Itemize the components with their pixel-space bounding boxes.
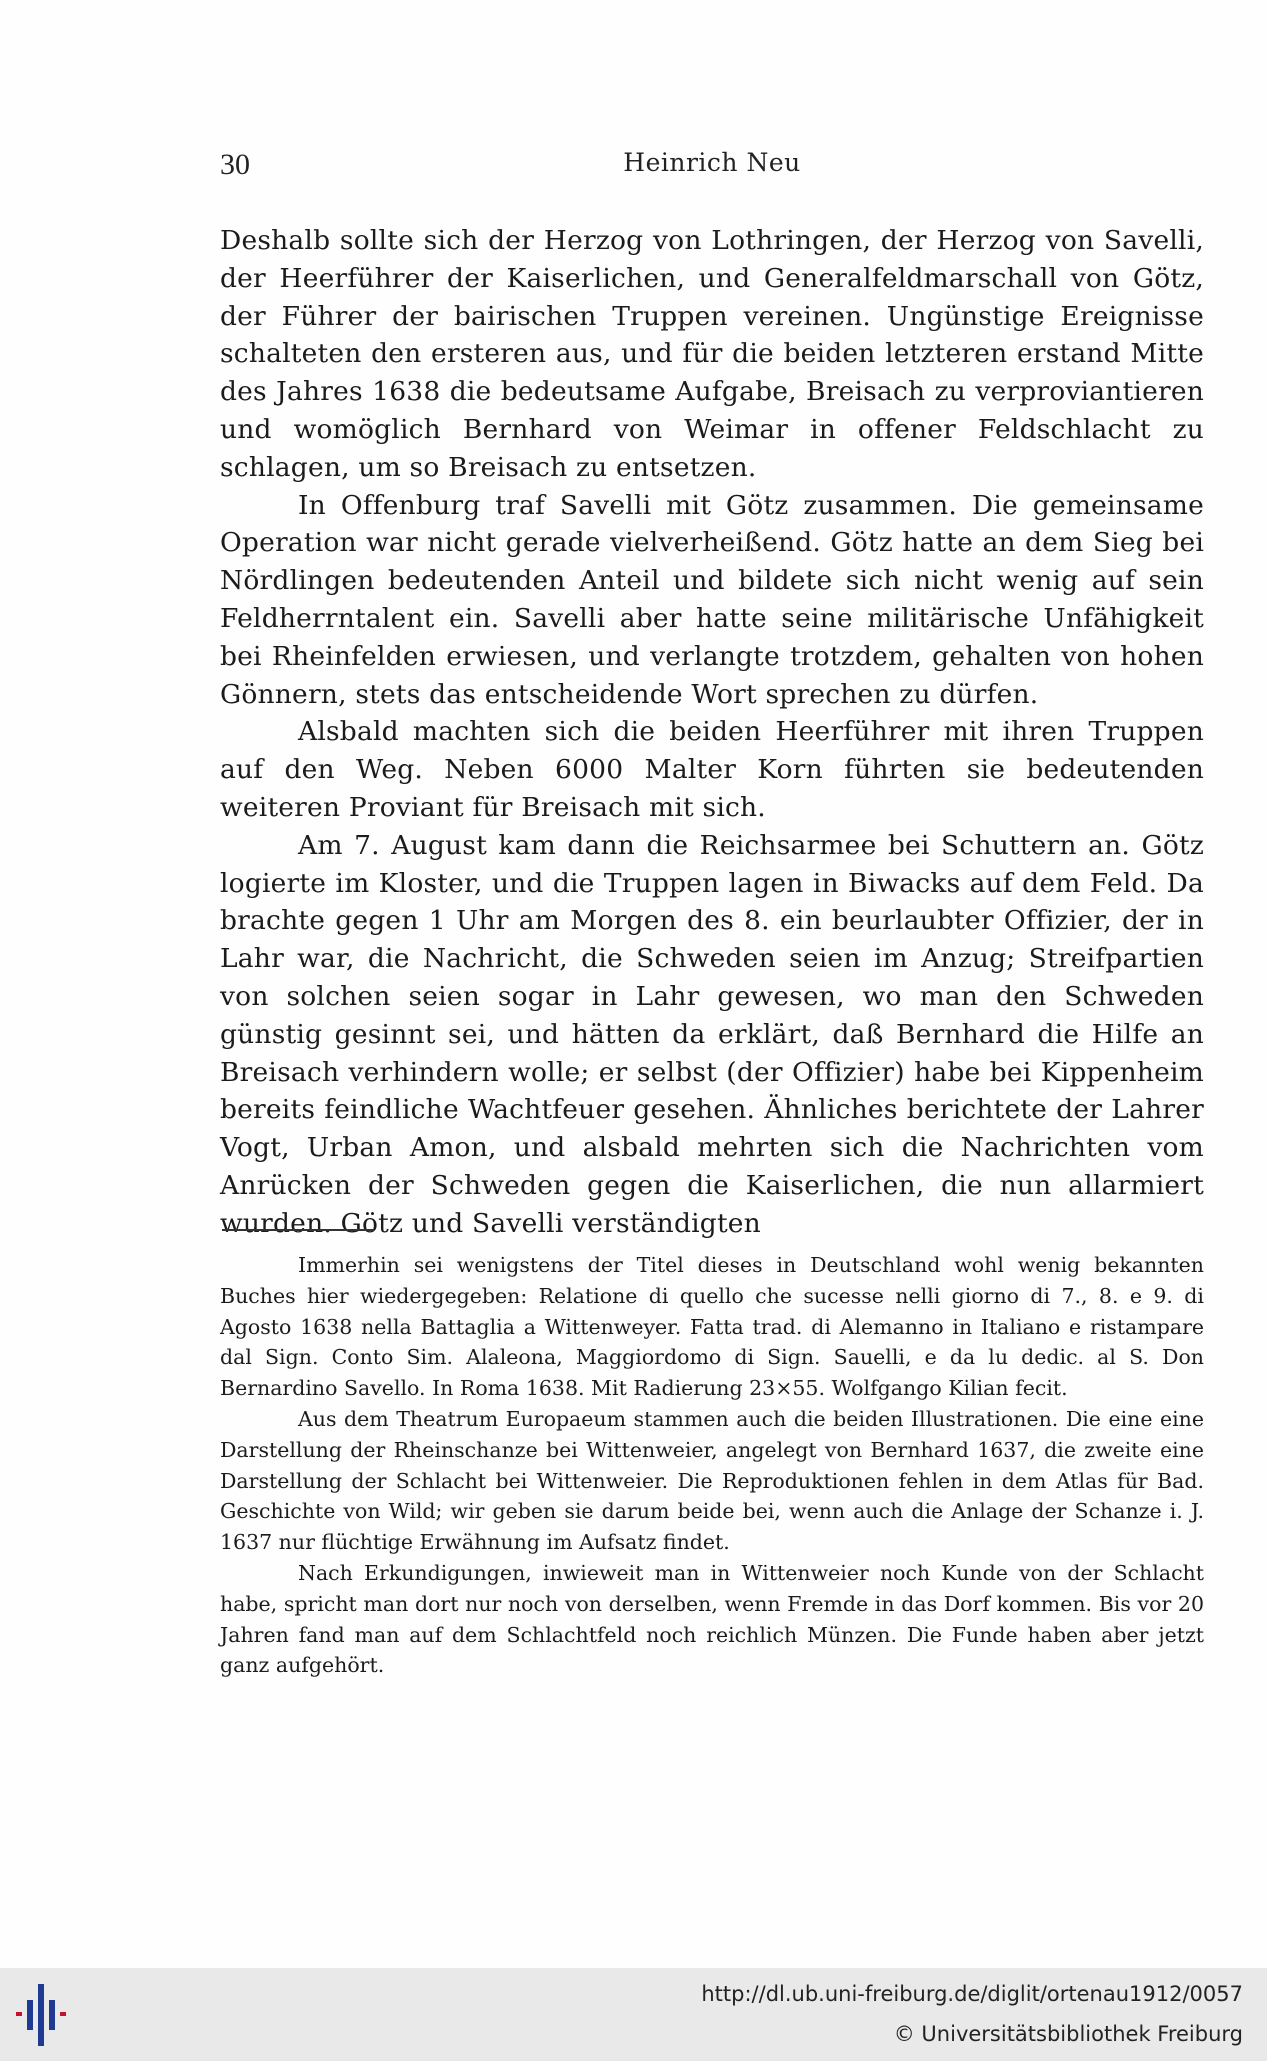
paragraph-1: Deshalb sollte sich der Herzog von Lothringen, der Herzog von Savelli, der Heerführer der Kaiserlichen, und Generalfeldmarschall von Götz, der Führer der bairischen Truppen vereinen. Ungünstige Ereignisse schalteten den ersteren aus, und für die beiden letzteren erstand Mitte des Jahres 1638 die bedeutsame Aufgabe, Breisach zu verproviantieren und womöglich Bernhard von Weimar in offener Feldschlacht zu schlagen, um so Breisach zu entsetzen. (220, 225, 1204, 483)
page-header (220, 148, 1204, 188)
page-number: 30 (220, 148, 250, 181)
paragraph-2: In Offenburg traf Savelli mit Götz zusammen. Die gemeinsame Operation war nicht gerade vielverheißend. Götz hatte an dem Sieg bei Nördlingen bedeutenden Anteil und bildete sich nicht wenig auf sein Feldherrntalent ein. Savelli aber hatte seine militärische Unfähigkeit bei Rheinfelden erwiesen, und verlangte trotzdem, gehalten von hohen Gönnern, stets das entscheidende Wort sprechen zu dürfen. (220, 489, 1204, 710)
footnote-2: Aus dem Theatrum Europaeum stammen auch die beiden Illustrationen. Die eine eine Darstellung der Rheinschanze bei Wittenweier, angelegt von Bernhard 1637, die zweite eine Darstellung der Schlacht bei Wittenweier. Die Reproduktionen fehlen in dem Atlas für Bad. Geschichte von Wild; wir geben sie darum beide bei, wenn auch die Anlage der Schanze i. J. 1637 nur flüchtige Erwähnung im Aufsatz findet. (220, 1406, 1204, 1555)
body-text (220, 222, 1204, 1243)
footnote-3: Nach Erkundigungen, inwieweit man in Wittenweier noch Kunde von der Schlacht habe, spricht man dort nur noch von derselben, wenn Fremde in das Dorf kommen. Bis vor 20 Jahren fand man auf dem Schlachtfeld noch reichlich Münzen. Die Funde haben aber jetzt ganz aufgehört. (220, 1560, 1204, 1678)
footnotes (220, 1250, 1204, 1681)
permalink-url[interactable]: http://dl.ub.uni-freiburg.de/diglit/ortenau1912/0057 (701, 1982, 1243, 2006)
paragraph-3: Alsbald machten sich die beiden Heerführer mit ihren Truppen auf den Weg. Neben 6000 Malter Korn führten sie bedeutenden weiteren Proviant für Breisach mit sich. (220, 716, 1204, 823)
ub-freiburg-logo-icon[interactable] (10, 1980, 80, 2050)
running-title: Heinrich Neu (623, 148, 801, 177)
footnote-1: Immerhin sei wenigstens der Titel dieses in Deutschland wohl wenig bekannten Buches hier wiedergegeben: Relatione di quello che sucesse nelli giorno di 7., 8. e 9. di Agosto 1638 nella Battaglia a Wittenweyer. Fatta trad. di Alemanno in Italiano e ristampare dal Sign. Conto Sim. Alaleona, Maggiordomo di Sign. Sauelli, e da lu dedic. al S. Don Bernardino Savello. In Roma 1638. Mit Radierung 23×55. Wolfgango Kilian fecit. (220, 1253, 1204, 1401)
copyright-notice: © Universitätsbibliothek Freiburg (893, 2022, 1243, 2046)
paragraph-4: Am 7. August kam dann die Reichsarmee bei Schuttern an. Götz logierte im Kloster, und die Truppen lagen in Biwacks auf dem Feld. Da brachte gegen 1 Uhr am Morgen des 8. ein beurlaubter Offizier, der in Lahr war, die Nachricht, die Schweden seien im Anzug; Streifpartien von solchen seien sogar in Lahr gewesen, wo man den Schweden günstig gesinnt sei, und hätten da erklärt, daß Bernhard die Hilfe an Breisach verhindern wolle; er selbst (der Offizier) habe bei Kippenheim bereits feindliche Wachtfeuer gesehen. Ähnliches berichtete der Lahrer Vogt, Urban Amon, und alsbald mehrten sich die Nachrichten vom Anrücken der Schweden gegen die Kaiserlichen, die nun allarmiert wurden. Götz und Savelli verständigten (220, 829, 1204, 1239)
footnote-divider (222, 1229, 374, 1231)
viewer-footer (0, 1968, 1267, 2061)
